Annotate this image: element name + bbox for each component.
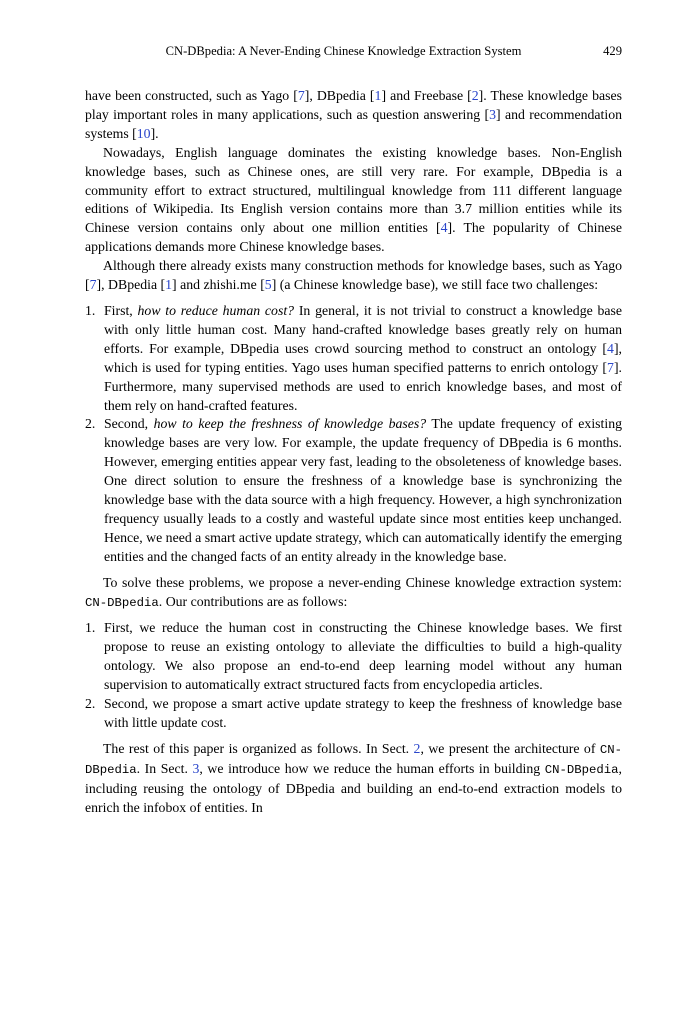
citation-link[interactable]: 5 <box>264 277 272 293</box>
list-item-number: 1. <box>85 620 96 636</box>
citation-link[interactable]: 7 <box>89 277 97 293</box>
citation-link[interactable]: 1 <box>165 277 173 293</box>
system-name-text: CN-DBpedia <box>85 595 159 610</box>
paragraph: To solve these problems, we propose a never-ending Chinese knowledge extraction system: CN-DBpedia. Our contributions are as follows: <box>85 574 622 610</box>
list-item-number: 1. <box>85 302 96 318</box>
citation-link[interactable]: 7 <box>297 88 305 103</box>
emphasis-text: how to reduce human cost? <box>137 302 295 318</box>
numbered-list <box>85 302 622 567</box>
citation-link[interactable]: 1 <box>374 88 382 103</box>
page-content <box>85 87 622 818</box>
system-name-text: CN-DBpedia <box>544 762 619 777</box>
citation-link[interactable]: 3 <box>489 106 497 122</box>
emphasis-text: how to keep the freshness of knowledge bases? <box>153 416 427 432</box>
paragraph: The rest of this paper is organized as follows. In Sect. 2, we present the architecture of CN-DBpedia. In Sect. 3, we introduce how we reduce the human efforts in building CN-DBpedia, including reusing the ontology of DBpedia and building an end-to-end extraction models to enrich the infobox of entities. In <box>85 740 622 815</box>
section-link[interactable]: 2 <box>413 740 421 756</box>
list-item: 1. First, how to reduce human cost? In general, it is not trivial to construct a knowledge base with only little human cost. Many hand-crafted knowledge bases greatly rely on human efforts. For example, DBpedia uses crowd sourcing method to construct an ontology [4], which is used for typing entities. Yago uses human specified patterns to enrich ontology [7]. Furthermore, many supervised methods are used to enrich knowledge bases, and most of them rely on hand-crafted features. <box>85 302 623 413</box>
citation-link[interactable]: 4 <box>607 340 614 356</box>
citation-link[interactable]: 2 <box>471 88 479 103</box>
numbered-list <box>85 619 622 732</box>
list-item-number: 2. <box>85 416 96 432</box>
list-item: 2. Second, how to keep the freshness of knowledge bases? The update frequency of existing knowledge bases are very low. For example, the update frequency of DBpedia is 6 months. However, emerging entities appear very fast, leading to the obsoleteness of knowledge bases. One direct solution to ensure the freshness of a knowledge base is synchronizing the knowledge base with the data source with a high frequency. However, a high synchronization frequency usually leads to a costly and wasteful update since most entities keep unchanged. Hence, we need a smart active update strategy, which can automatically identify the emerging entities and the changed facts of an entity already in the knowledge base. <box>85 416 622 564</box>
running-head-title: CN-DBpedia: A Never-Ending Chinese Knowledge Extraction System <box>165 44 522 58</box>
list-item: 2. Second, we propose a smart active update strategy to keep the freshness of knowledge base with little update cost. <box>85 696 622 730</box>
list-item-number: 2. <box>85 696 96 712</box>
paragraph: Nowadays, English language dominates the existing knowledge bases. Non-English knowledge bases, such as Chinese ones, are still very rare. For example, DBpedia is a community effort to extract structured, multilingual knowledge from 111 different language editions of Wikipedia. Its English version contains more than 3.7 million entities while its Chinese version contains only about one million entities [4]. The popularity of Chinese applications demands more Chinese knowledge bases. <box>85 144 622 255</box>
citation-link[interactable]: 4 <box>440 220 448 236</box>
paragraph: have been constructed, such as Yago [7], DBpedia [1] and Freebase [2]. These knowledge bases play important roles in many applications, such as question answering [3] and recommendation systems [10]. <box>85 88 623 141</box>
paragraph: Although there already exists many construction methods for knowledge bases, such as Yago [7], DBpedia [1] and zhishi.me [5] (a Chinese knowledge base), we still face two challenges: <box>85 258 622 293</box>
citation-link[interactable]: 10 <box>136 125 151 141</box>
page-number: 429 <box>603 44 622 58</box>
running-head <box>85 44 622 61</box>
section-link[interactable]: 3 <box>192 760 200 776</box>
list-item: 1. First, we reduce the human cost in constructing the Chinese knowledge bases. We first propose to reuse an existing ontology to alleviate the difficulties to build a high-quality ontology. We also propose an end-to-end deep learning model without any human supervision to automatically extract structured facts from encyclopedia articles. <box>85 620 622 693</box>
citation-link[interactable]: 7 <box>607 359 614 375</box>
system-name-text: CN-DBpedia <box>85 742 622 777</box>
